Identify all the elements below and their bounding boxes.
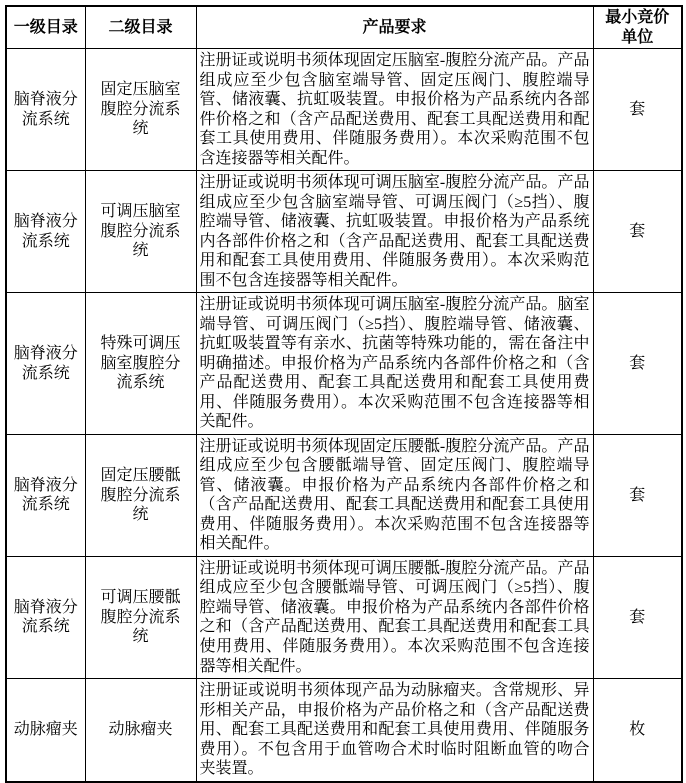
cell-min-bid-unit: 枚: [593, 679, 682, 782]
table-row: [6, 293, 682, 435]
cell-level2-category: 特殊可调压脑室腹腔分流系统: [85, 293, 196, 435]
table-header-row: [6, 6, 682, 49]
cell-product-requirement: 注册证或说明书须体现可调压脑室-腹腔分流产品。产品组成应至少包含脑室端导管、可调压阀门（≥5挡）、腹腔端导管、储液囊、抗虹吸装置。申报价格为产品系统内各部件价格之和（含产品配送费用、配套工具配送费用和配套工具使用费用、伴随服务费用）。本次采购范围不包含连接器等相关配件。: [196, 171, 593, 293]
cell-product-requirement: 注册证或说明书须体现可调压腰骶-腹腔分流产品。产品组成应至少包含腰骶端导管、可调压阀门（≥5挡）、腹腔端导管、储液囊。申报价格为产品系统内各部件价格之和（含产品配送费用、配套工具配送费用和配套工具使用费用、伴随服务费用）。本次采购范围不包含连接器等相关配件。: [196, 556, 593, 678]
cell-level2-category: 动脉瘤夹: [85, 679, 196, 782]
cell-min-bid-unit: 套: [593, 293, 682, 435]
column-header-level2-category: 二级目录: [85, 6, 196, 49]
cell-product-requirement: 注册证或说明书须体现固定压腰骶-腹腔分流产品。产品组成应至少包含腰骶端导管、固定压阀门、腹腔端导管、储液囊。申报价格为产品系统内各部件价格之和（含产品配送费用、配套工具配送费用和配套工具使用费用、伴随服务费用）。本次采购范围不包含连接器等相关配件。: [196, 434, 593, 556]
table-row: [6, 171, 682, 293]
cell-level2-category: 可调压腰骶腹腔分流系统: [85, 556, 196, 678]
cell-level1-category: 脑脊液分流系统: [6, 556, 85, 678]
procurement-catalog-table: [5, 5, 683, 783]
table-row: [6, 434, 682, 556]
cell-product-requirement: 注册证或说明书须体现可调压脑室-腹腔分流产品。脑室端导管、可调压阀门（≥5挡）、腹腔端导管、储液囊、抗虹吸装置等有亲水、抗菌等特殊功能的，需在备注中明确描述。申报价格为产品系统内各部件价格之和（含产品配送费用、配套工具配送费用和配套工具使用费用、伴随服务费用）。本次采购范围不包含连接器等相关配件。: [196, 293, 593, 435]
cell-min-bid-unit: 套: [593, 434, 682, 556]
cell-level2-category: 可调压脑室腹腔分流系统: [85, 171, 196, 293]
table-row: [6, 556, 682, 678]
cell-level2-category: 固定压脑室腹腔分流系统: [85, 49, 196, 171]
cell-level1-category: 脑脊液分流系统: [6, 49, 85, 171]
cell-level1-category: 脑脊液分流系统: [6, 434, 85, 556]
column-header-min-bid-unit: 最小竞价单位: [593, 6, 682, 49]
cell-product-requirement: 注册证或说明书须体现产品为动脉瘤夹。含常规形、异形相关产品，申报价格为产品价格之和（含产品配送费用、配套工具配送费用和配套工具使用费用、伴随服务费用）。不包含用于血管吻合术时临时阻断血管的吻合夹装置。: [196, 679, 593, 782]
cell-level1-category: 脑脊液分流系统: [6, 171, 85, 293]
cell-min-bid-unit: 套: [593, 49, 682, 171]
cell-min-bid-unit: 套: [593, 556, 682, 678]
cell-product-requirement: 注册证或说明书须体现固定压脑室-腹腔分流产品。产品组成应至少包含脑室端导管、固定压阀门、腹腔端导管、储液囊、抗虹吸装置。申报价格为产品系统内各部件价格之和（含产品配送费用、配套工具配送费用和配套工具使用费用、伴随服务费用）。本次采购范围不包含连接器等相关配件。: [196, 49, 593, 171]
table-row: [6, 679, 682, 782]
cell-level1-category: 动脉瘤夹: [6, 679, 85, 782]
cell-level1-category: 脑脊液分流系统: [6, 293, 85, 435]
cell-level2-category: 固定压腰骶腹腔分流系统: [85, 434, 196, 556]
table-row: [6, 49, 682, 171]
column-header-product-requirement: 产品要求: [196, 6, 593, 49]
cell-min-bid-unit: 套: [593, 171, 682, 293]
column-header-level1-category: 一级目录: [6, 6, 85, 49]
